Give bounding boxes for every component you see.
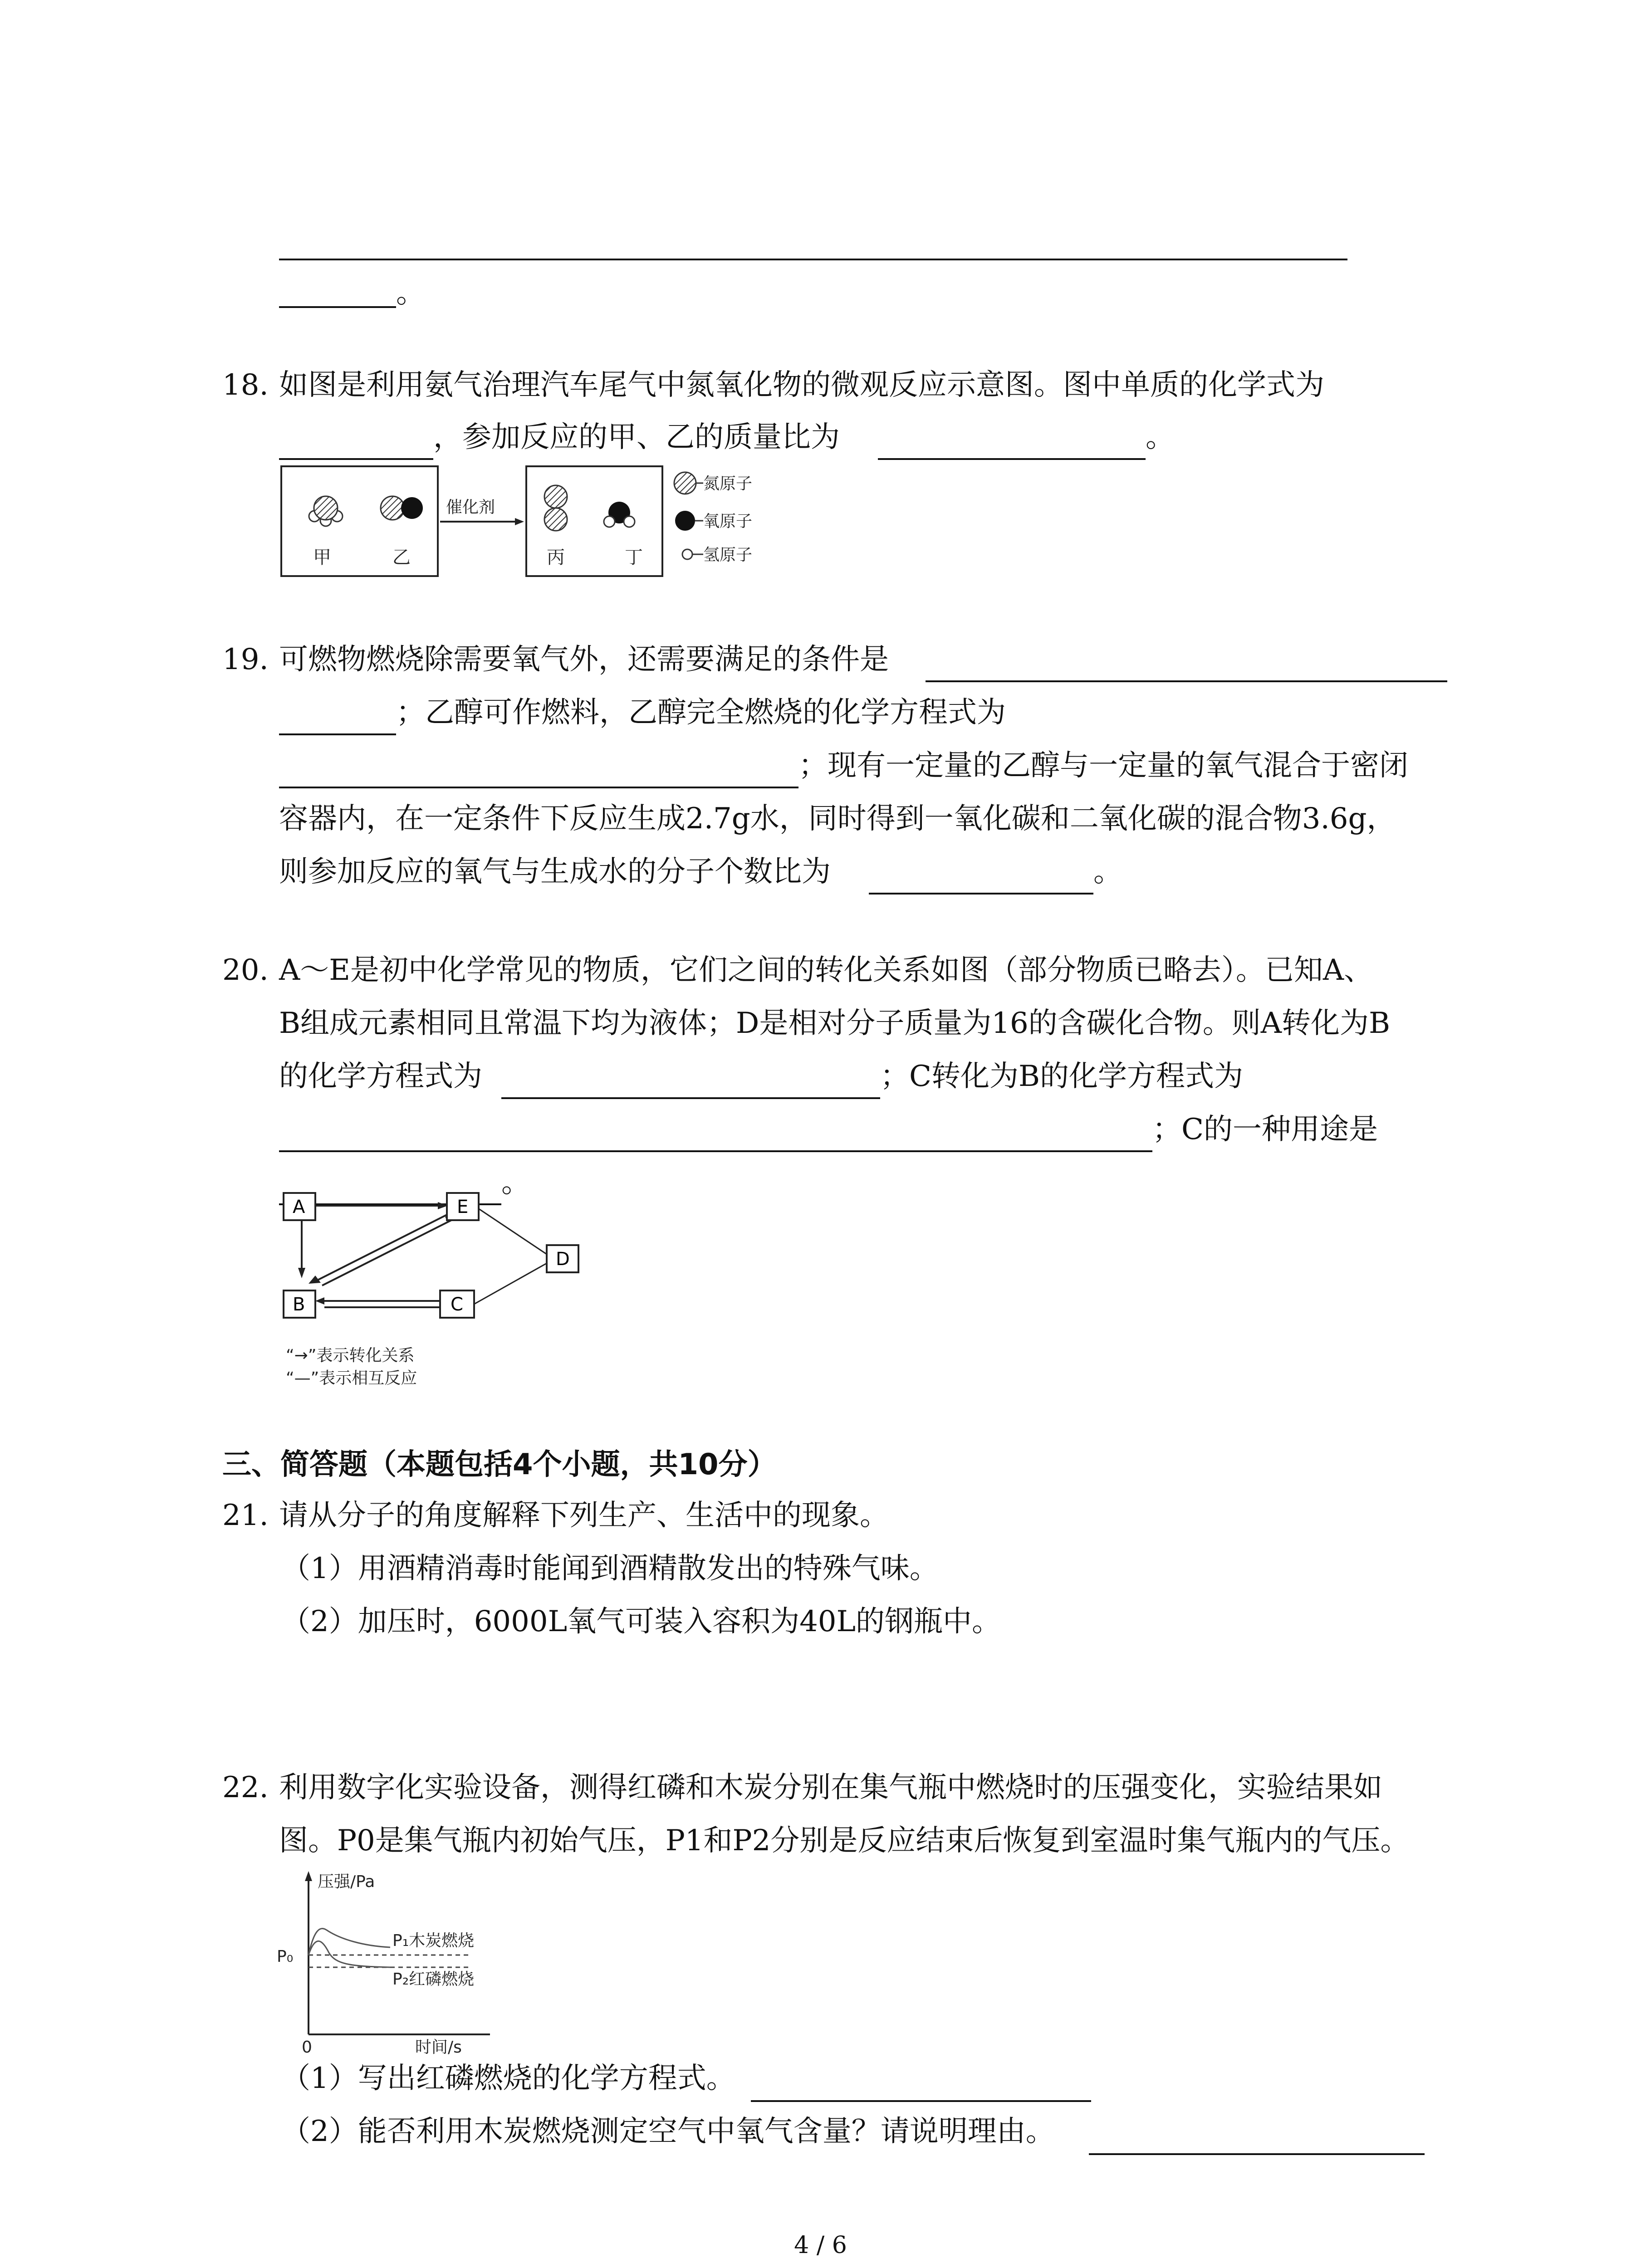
q20-legend-2: “—”表示相互反应 [286,1369,417,1388]
q22-line2: 图。P0是集气瓶内初始气压，P1和P2分别是反应结束后恢复到室温时集气瓶内的气压。 [279,1824,1410,1857]
q20-line4: ；C的一种用途是 [1152,1113,1378,1146]
q19-answer-blank-3[interactable] [279,787,798,788]
q19-answer-blank-1[interactable] [926,680,1447,682]
node-D-label: D [556,1249,570,1270]
no-molecule [381,496,423,520]
section-3-title: 三、简答题（本题包括4个小题，共10分） [222,1448,777,1481]
legend-o-label: 氧原子 [703,512,753,531]
q19-line5-end: 。 [1093,855,1122,889]
h2o-molecule [604,502,635,527]
q17-answer-line-1[interactable] [279,259,1347,260]
q20-line5-end: 。 [501,1166,530,1199]
p0-label: P₀ [277,1947,294,1966]
q19-answer-blank-2[interactable] [279,733,396,735]
q19-answer-blank-4[interactable] [869,893,1093,894]
q17-period: 。 [396,276,425,310]
n2-molecule [544,485,567,531]
q19-line5: 则参加反应的氧气与生成水的分子个数比为 [279,855,831,889]
q21-number: 21. [222,1499,269,1532]
p2-label: P₂红磷燃烧 [392,1970,475,1989]
q20-answer-blank-2[interactable] [279,1150,1152,1152]
y-axis-label: 压强/Pa [318,1872,375,1891]
legend-h-label: 氢原子 [703,546,753,564]
page-number: 4 / 6 [794,2232,847,2259]
q20-line2: B组成元素相同且常温下均为液体；D是相对分子质量为16的含碳化合物。则A转化为B [279,1007,1391,1040]
q18-answer-blank-2[interactable] [878,458,1146,460]
q18-line2-mid: ，参加反应的甲、乙的质量比为 [433,420,840,454]
reactant-box [281,466,438,576]
catalyst-label: 催化剂 [446,498,495,517]
q19-line4: 容器内，在一定条件下反应生成2.7g水，同时得到一氧化碳和二氧化碳的混合物3.6g， [279,802,1396,836]
phosphorus-curve [309,1941,390,1967]
q18-answer-blank-1[interactable] [279,458,433,460]
q22-number: 22. [222,1771,269,1804]
p1-label: P₁木炭燃烧 [392,1931,475,1950]
label-yi: 乙 [392,547,411,568]
q20-line1: A～E是初中化学常见的物质，它们之间的转化关系如图（部分物质已略去）。已知A、 [279,953,1373,987]
q20-relation-diagram [279,1179,606,1402]
q21-sub2: （2）加压时，6000L氧气可装入容积为40L的钢瓶中。 [281,1605,1001,1638]
legend-h-icon [682,549,692,559]
q22-answer-blank-1[interactable] [751,2100,1091,2102]
q22-pressure-chart [272,1867,526,2057]
label-ding: 丁 [625,547,643,568]
q19-number: 19. [222,643,269,676]
q21-line1: 请从分子的角度解释下列生产、生活中的现象。 [279,1499,889,1532]
label-jia: 甲 [313,547,331,568]
q17-answer-line-2[interactable] [279,306,396,308]
legend-o-icon [675,511,695,531]
q22-answer-blank-2[interactable] [1089,2153,1425,2155]
q22-sub2: （2）能否利用木炭燃烧测定空气中氧气含量？请说明理由。 [281,2115,1055,2148]
q20-legend-1: “→”表示转化关系 [286,1346,415,1365]
node-E-label: E [457,1197,469,1217]
node-C-label: C [451,1294,463,1315]
legend-n-icon [674,472,696,494]
q20-line3b: ；C转化为B的化学方程式为 [880,1060,1243,1093]
nh3-molecule [309,496,343,526]
q20-answer-blank-1[interactable] [501,1097,880,1099]
q18-number: 18. [222,368,269,402]
q18-line2-end: 。 [1146,420,1175,454]
x-axis-label: 时间/s [415,2038,462,2057]
node-B-label: B [293,1294,305,1315]
label-bing: 丙 [547,547,565,568]
legend-n-label: 氮原子 [703,474,753,493]
q20-line3a: 的化学方程式为 [279,1060,482,1093]
q18-reaction-diagram [279,463,801,581]
q18-line1: 如图是利用氨气治理汽车尾气中氮氧化物的微观反应示意图。图中单质的化学式为 [279,368,1324,402]
q22-line1: 利用数字化实验设备，测得红磷和木炭分别在集气瓶中燃烧时的压强变化，实验结果如 [279,1771,1382,1804]
q19-line2: ；乙醇可作燃料，乙醇完全燃烧的化学方程式为 [396,696,1006,729]
origin-label: 0 [302,2038,312,2057]
node-A-label: A [293,1197,305,1217]
q21-sub1: （1）用酒精消毒时能闻到酒精散发出的特殊气味。 [281,1552,939,1585]
q19-line1: 可燃物燃烧除需要氧气外，还需要满足的条件是 [279,643,889,676]
q19-line3: ；现有一定量的乙醇与一定量的氧气混合于密闭 [798,749,1408,782]
q22-sub1: （1）写出红磷燃烧的化学方程式。 [281,2062,735,2095]
q20-number: 20. [222,953,269,987]
